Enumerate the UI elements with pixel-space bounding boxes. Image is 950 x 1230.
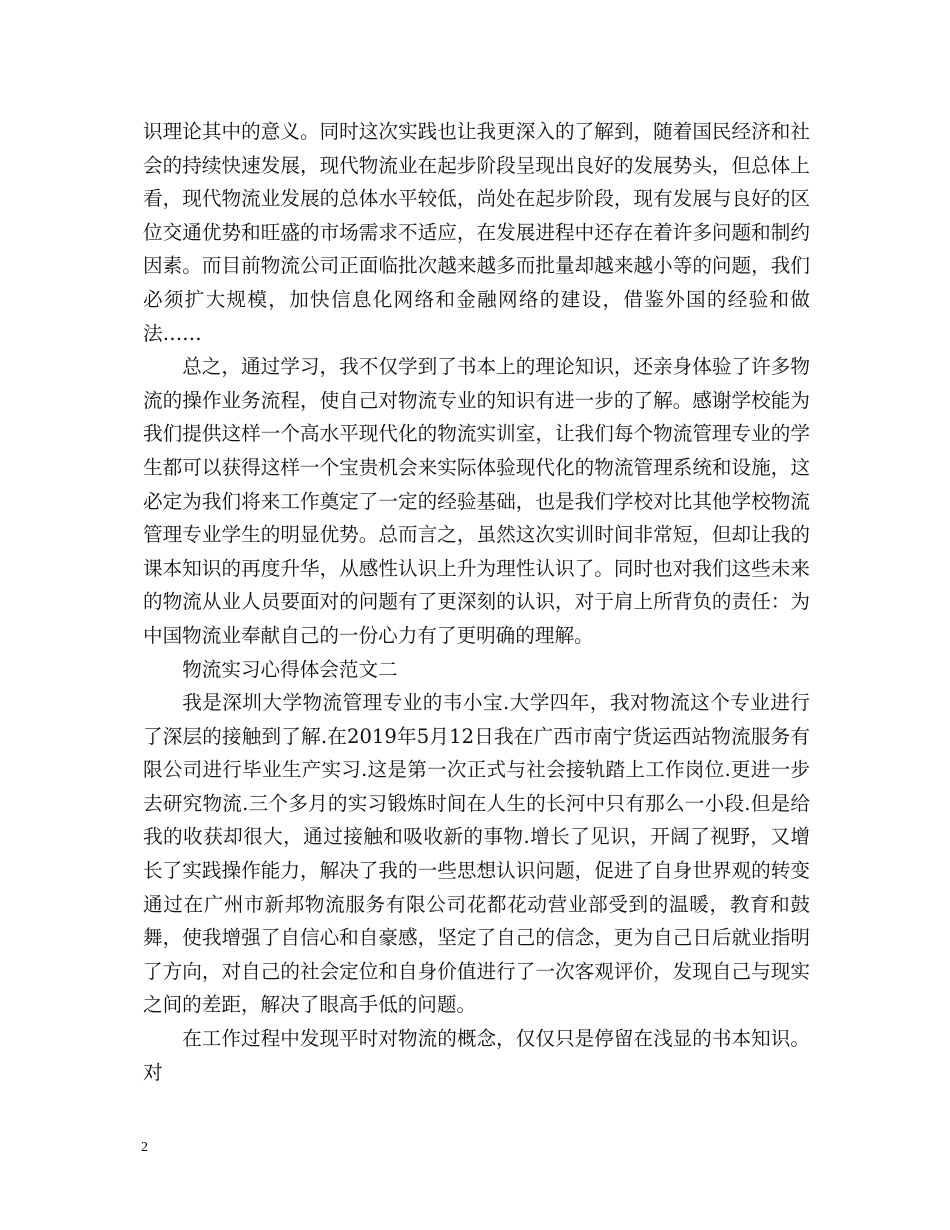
paragraph-intro: 我是深圳大学物流管理专业的韦小宝.大学四年，我对物流这个专业进行了深层的接触到了解.在2019年5月12日我在广西市南宁货运西站物流服务有限公司进行毕业生产实习.这是第一次正式与社会接轨踏上工作岗位.更进一步去研究物流.三个多月的实习锻炼时间在人生的长河中只有那么一小段.但是给我的收获却很大，通过接触和吸收新的事物.增长了见识，开阔了视野，又增长了实践操作能力，解决了我的一些思想认识问题，促进了自身世界观的转变通过在广州市新邦物流服务有限公司花都花动营业部受到的温暖，教育和鼓舞，使我增强了自信心和自豪感，坚定了自己的信念，更为自己日后就业指明了方向，对自己的社会定位和自身价值进行了一次客观评价，发现自己与现实之间的差距，解决了眼高手低的问题。 [143,691,810,1017]
page-number: 2 [141,1140,148,1155]
paragraph-work-process: 在工作过程中发现平时对物流的概念，仅仅只是停留在浅显的书本知识。对 [143,1027,810,1084]
paragraph-continuation: 识理论其中的意义。同时这次实践也让我更深入的了解到，随着国民经济和社会的持续快速发展，现代物流业在起步阶段呈现出良好的发展势头，但总体上看，现代物流业发展的总体水平较低，尚处在起步阶段，现有发展与良好的区位交通优势和旺盛的市场需求不适应，在发展进程中还存在着许多问题和制约因素。而目前物流公司正面临批次越来越多而批量却越来越小等的问题，我们必须扩大规模，加快信息化网络和金融网络的建设，借鉴外国的经验和做法…… [143,120,810,345]
paragraph-summary: 总之，通过学习，我不仅学到了书本上的理论知识，还亲身体验了许多物流的操作业务流程，使自己对物流专业的知识有进一步的了解。感谢学校能为我们提供这样一个高水平现代化的物流实训室，让我们每个物流管理专业的学生都可以获得这样一个宝贵机会来实际体验现代化的物流管理系统和设施，这必定为我们将来工作奠定了一定的经验基础，也是我们学校对比其他学校物流管理专业学生的明显优势。总而言之，虽然这次实训时间非常短，但却让我的课本知识的再度升华，从感性认识上升为理性认识了。同时也对我们这些未来的物流从业人员要面对的问题有了更深刻的认识，对于肩上所背负的责任：为中国物流业奉献自己的一份心力有了更明确的理解。 [143,355,810,647]
section-heading: 物流实习心得体会范文二 [182,657,398,681]
document-body [143,115,810,1089]
